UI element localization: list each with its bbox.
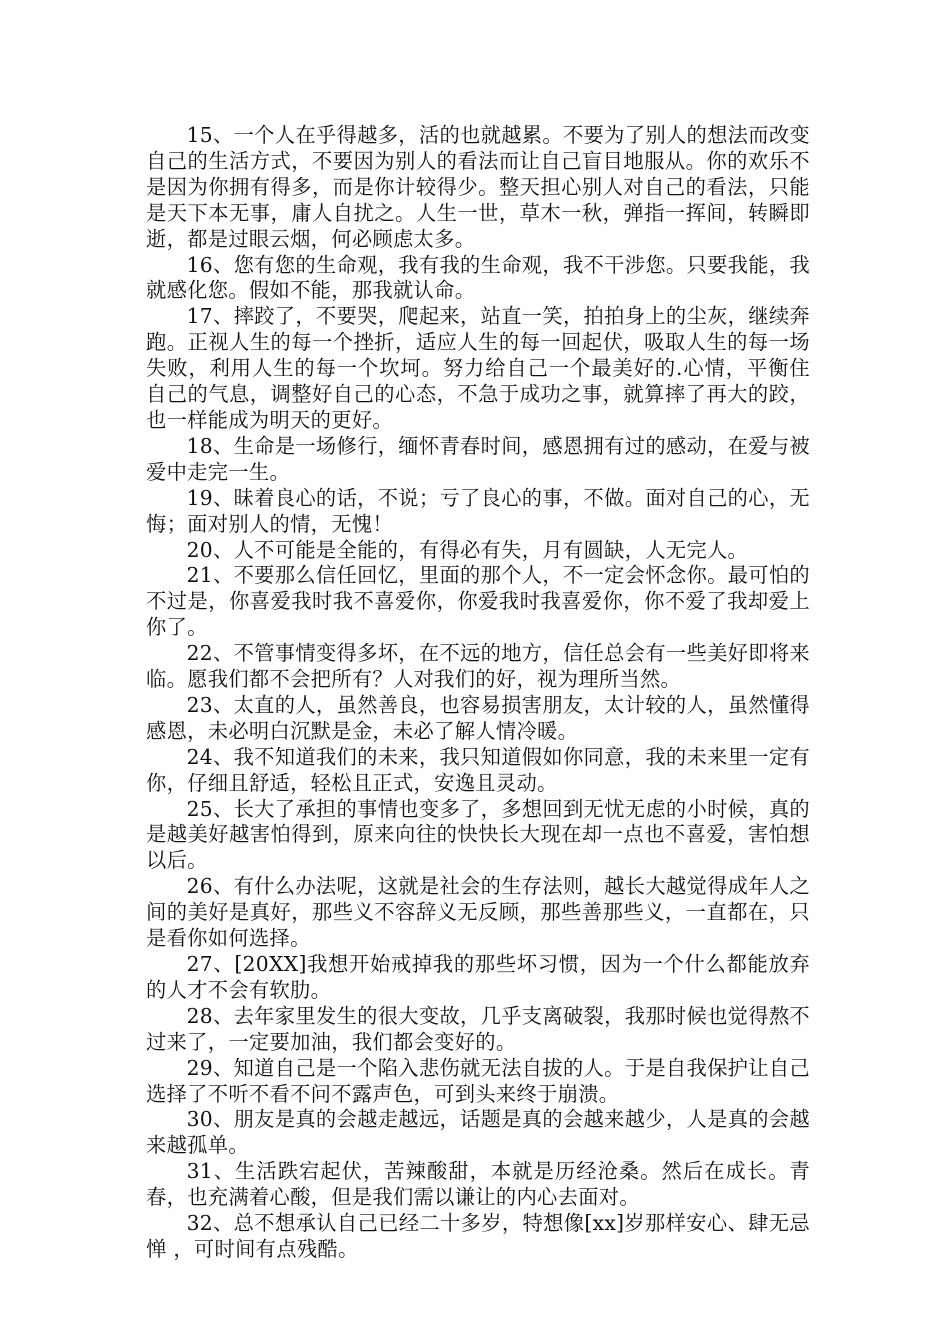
paragraph-21: 21、不要那么信任回忆，里面的那个人，不一定会怀念你。最可怕的不过是，你喜爱我时我不喜爱你，你爱我时我喜爱你，你不爱了我却爱上你了。 [146, 563, 810, 640]
paragraph-18: 18、生命是一场修行，缅怀青春时间，感恩拥有过的感动，在爱与被爱中走完一生。 [146, 433, 810, 484]
paragraph-22: 22、不管事情变得多坏，在不远的地方，信任总会有一些美好即将来临。愿我们都不会把所有？人对我们的好，视为理所当然。 [146, 641, 810, 692]
paragraph-23: 23、太直的人，虽然善良，也容易损害朋友，太计较的人，虽然懂得感恩，未必明白沉默是金，未必了解人情冷暖。 [146, 692, 810, 743]
paragraph-19: 19、昧着良心的话，不说；亏了良心的事，不做。面对自己的心，无悔；面对别人的情，无愧！ [146, 485, 810, 536]
paragraph-15: 15、一个人在乎得越多，活的也就越累。不要为了别人的想法而改变自己的生活方式，不要因为别人的看法而让自己盲目地服从。你的欢乐不是因为你拥有得多，而是你计较得少。整天担心别人对自己的看法，只能是天下本无事，庸人自扰之。人生一世，草木一秋，弹指一挥间，转瞬即逝，都是过眼云烟，何必顾虑太多。 [146, 123, 810, 251]
paragraph-20: 20、人不可能是全能的，有得必有失，月有圆缺，人无完人。 [186, 537, 749, 562]
paragraph-24: 24、我不知道我们的未来，我只知道假如你同意，我的未来里一定有你，仔细且舒适，轻松且正式，安逸且灵动。 [146, 744, 810, 795]
paragraph-28: 28、去年家里发生的很大变故，几乎支离破裂，我那时候也觉得熬不过来了，一定要加油，我们都会变好的。 [146, 1003, 810, 1054]
paragraph-32: 32、总不想承认自己已经二十多岁，特想像[xx]岁那样安心、肆无忌惮 ，可时间有点残酷。 [146, 1211, 810, 1261]
paragraph-31: 31、生活跌宕起伏，苦辣酸甜，本就是历经沧桑。然后在成长。青春，也充满着心酸，但是我们需以谦让的内心去面对。 [146, 1159, 810, 1210]
paragraph-30: 30、朋友是真的会越走越远，话题是真的会越来越少，人是真的会越来越孤单。 [146, 1107, 810, 1158]
paragraph-27: 27、[20XX]我想开始戒掉我的那些坏习惯，因为一个什么都能放弃的人才不会有软肋。 [146, 952, 810, 1002]
document-body [146, 123, 810, 1263]
paragraph-25: 25、长大了承担的事情也变多了，多想回到无忧无虑的小时候，真的是越美好越害怕得到，原来向往的快快长大现在却一点也不喜爱，害怕想以后。 [146, 796, 810, 873]
paragraph-17: 17、摔跤了，不要哭，爬起来，站直一笑，拍拍身上的尘灰，继续奔跑。正视人生的每一个挫折，适应人生的每一回起伏，吸取人生的每一场失败，利用人生的每一个坎坷。努力给自己一个最美好的.心情，平衡住自己的气息，调整好自己的心态，不急于成功之事，就算摔了再大的跤，也一样能成为明天的更好。 [146, 304, 810, 432]
paragraph-16: 16、您有您的生命观，我有我的生命观，我不干涉您。只要我能，我就感化您。假如不能，那我就认命。 [146, 252, 810, 303]
paragraph-26: 26、有什么办法呢，这就是社会的生存法则，越长大越觉得成年人之间的美好是真好，那些义不容辞义无反顾，那些善那些义，一直都在，只是看你如何选择。 [146, 874, 810, 951]
paragraph-29: 29、知道自己是一个陷入悲伤就无法自拔的人。于是自我保护让自己选择了不听不看不问不露声色，可到头来终于崩溃。 [146, 1055, 810, 1106]
